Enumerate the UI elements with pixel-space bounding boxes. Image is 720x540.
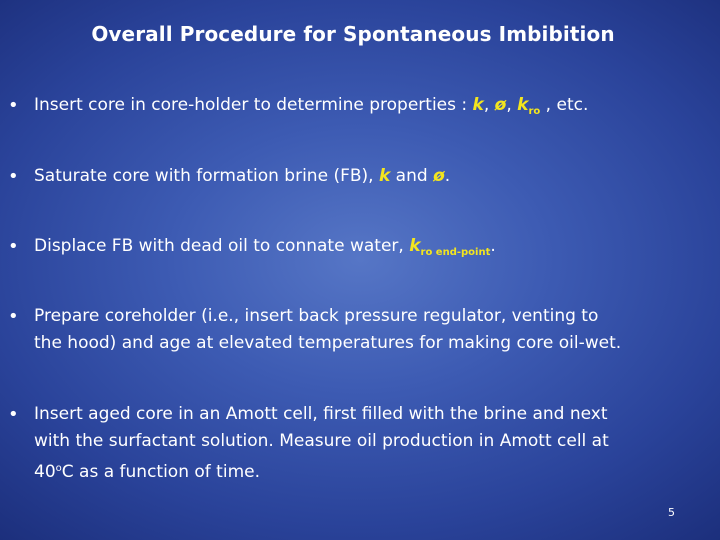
bullet-line: with the surfactant solution. Measure oil production in Amott cell at bbox=[34, 431, 609, 451]
bullet-text-part: , etc. bbox=[540, 95, 589, 115]
bullet-line: C as a function of time. bbox=[61, 462, 260, 482]
bullet-line: 40 bbox=[34, 462, 56, 482]
bullet-item-saturate bbox=[8, 163, 708, 190]
bullet-dot-icon: • bbox=[8, 404, 19, 425]
permeability-symbol: k bbox=[472, 95, 484, 115]
bullet-text-part: . bbox=[444, 166, 451, 186]
bullet-item-prepare bbox=[8, 303, 708, 357]
bullet-dot-icon: • bbox=[8, 306, 19, 327]
bullet-text-part: Insert core in core-holder to determine properties : bbox=[34, 95, 473, 115]
bullet-dot-icon: • bbox=[8, 236, 19, 257]
separator-text: , bbox=[506, 95, 518, 115]
porosity-symbol: ø bbox=[433, 166, 445, 186]
bullet-text-part: and bbox=[390, 166, 434, 186]
relative-permeability-subscript: ro end-point bbox=[420, 247, 491, 258]
porosity-symbol: ø bbox=[494, 95, 507, 115]
bullet-text-part: Displace FB with dead oil to connate water, bbox=[34, 236, 410, 256]
slide-title: Overall Procedure for Spontaneous Imbibition bbox=[91, 22, 615, 46]
bullet-text bbox=[34, 92, 708, 125]
bullet-text-part: . bbox=[490, 236, 496, 256]
permeability-symbol: k bbox=[378, 166, 391, 186]
bullet-dot-icon: • bbox=[8, 166, 19, 187]
bullet-text bbox=[34, 303, 708, 357]
relative-permeability-symbol: k bbox=[517, 95, 529, 115]
bullet-line: the hood) and age at elevated temperatures for making core oil-wet. bbox=[34, 333, 622, 353]
bullet-item-properties bbox=[8, 92, 708, 125]
bullet-line: Insert aged core in an Amott cell, first filled with the brine and next bbox=[34, 404, 608, 424]
bullet-dot-icon: • bbox=[8, 95, 19, 116]
bullet-text bbox=[34, 233, 708, 266]
relative-permeability-symbol: k bbox=[409, 236, 421, 256]
bullet-text-part: Saturate core with formation brine (FB), bbox=[34, 166, 379, 186]
bullet-text bbox=[34, 401, 708, 486]
degree-superscript: o bbox=[55, 463, 62, 474]
relative-permeability-subscript: ro bbox=[528, 106, 541, 117]
bullet-item-displace bbox=[8, 233, 708, 266]
separator-text: , bbox=[483, 95, 495, 115]
bullet-text bbox=[34, 163, 708, 190]
bullet-line: Prepare coreholder (i.e., insert back pressure regulator, venting to bbox=[34, 306, 599, 326]
page-number: 5 bbox=[668, 506, 675, 519]
bullet-item-amott-cell bbox=[8, 401, 708, 486]
